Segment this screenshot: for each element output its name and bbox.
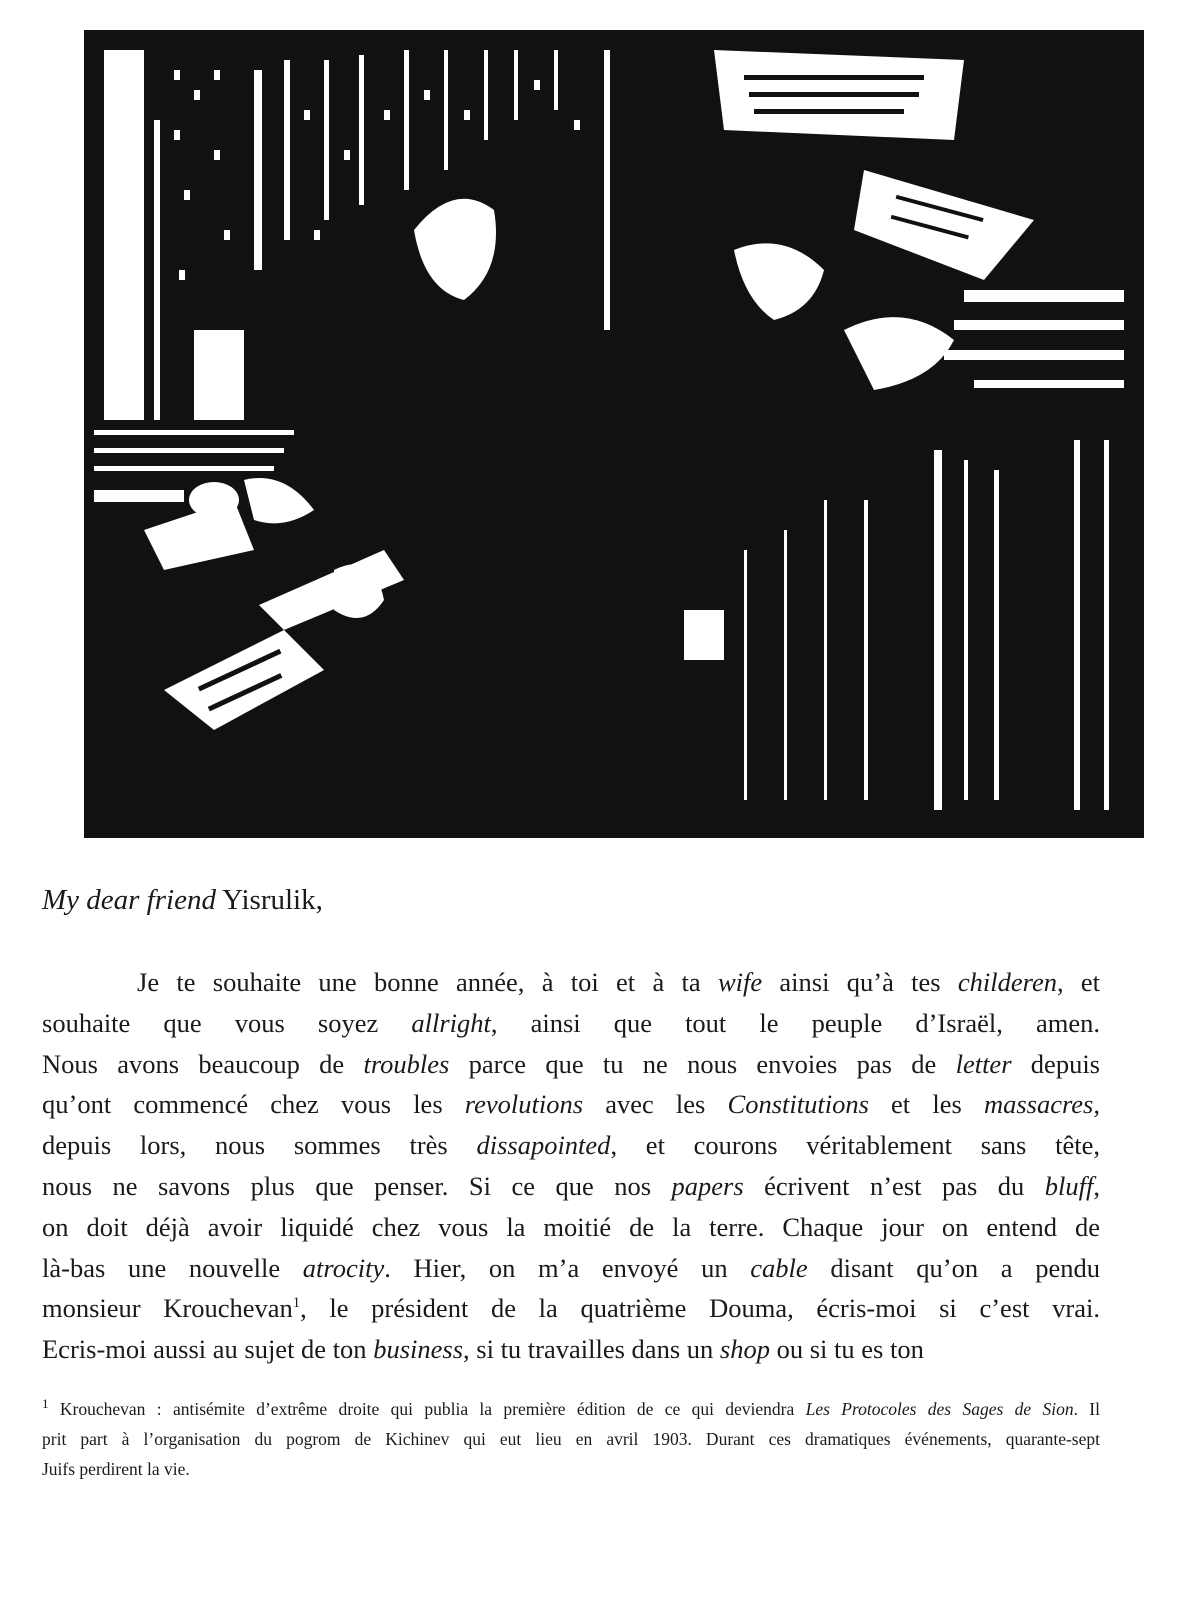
italic-word: massacres, [983, 1089, 1100, 1120]
letter-line: là-bas une nouvelle atrocity. Hier, on m’a envoyé un cable disant qu’on a pendu [42, 1252, 1100, 1283]
salutation-name: Yisrulik, [215, 884, 323, 916]
letter-line: on doit déjà avoir liquidé chez vous la moitié de la terre. Chaque jour on entend de [42, 1211, 1100, 1242]
woodcut-illustration [84, 30, 1144, 838]
footnote-marker: 1 [292, 1295, 301, 1312]
italic-word: cable [750, 1252, 808, 1283]
letter-line: depuis lors, nous sommes très dissapointed, et courons véritablement sans tête, [42, 1130, 1100, 1161]
letter-line: Je te souhaite une bonne année, à toi et à ta wife ainsi qu’à tes childeren, et [137, 967, 1100, 997]
letter-body [42, 880, 1100, 1370]
italic-word: dissapointed [476, 1130, 611, 1161]
italic-word: troubles [363, 1048, 450, 1079]
salutation-italic: My dear friend [42, 884, 216, 916]
letter-line: Ecris-moi aussi au sujet de ton business, si tu travailles dans un shop ou si tu es ton [42, 1334, 924, 1365]
footnote-line: prit part à l’organisation du pogrom de Kichinev qui eut lieu en avril 1903. Durant ces dramatiques événements, quarante-sept [42, 1429, 1100, 1449]
italic-word: bluff [1044, 1170, 1094, 1201]
italic-word: revolutions [464, 1089, 584, 1120]
italic-word: letter [955, 1048, 1012, 1079]
footnote-marker: 1 [42, 1396, 49, 1412]
letter-paragraph [42, 962, 1100, 1370]
italic-word: Constitutions [727, 1089, 869, 1120]
italic-word: childeren [957, 967, 1057, 997]
letter-line: qu’ont commencé chez vous les revolutions avec les Constitutions et les massacres, [42, 1089, 1100, 1120]
italic-word: wife [717, 967, 763, 997]
letter-line: monsieur Krouchevan$^1$, le président de la quatrième Douma, écris-moi si c’est vrai. [42, 1293, 1100, 1324]
footnote-line: Juifs perdirent la vie. [42, 1459, 190, 1479]
footnote [42, 1394, 1100, 1484]
italic-word: allright [411, 1007, 491, 1038]
italic-word: shop [719, 1334, 770, 1365]
footnote-line: $^1$ Krouchevan : antisémite d’extrême droite qui publia la première édition de ce qui deviendra Les Protocoles des Sages de Sion. Il [42, 1396, 1100, 1419]
salutation [42, 880, 1100, 920]
italic-word: business [373, 1334, 464, 1365]
letter-line: Nous avons beaucoup de troubles parce que tu ne nous envoies pas de letter depuis [42, 1048, 1100, 1079]
letter-line: souhaite que vous soyez allright, ainsi que tout le peuple d’Israël, amen. [42, 1007, 1100, 1038]
italic-word: papers [671, 1170, 744, 1201]
letter-line: nous ne savons plus que penser. Si ce que nos papers écrivent n’est pas du bluff, [42, 1170, 1100, 1201]
italic-word: atrocity [302, 1252, 385, 1283]
italic-word: Les Protocoles des Sages de Sion [805, 1399, 1074, 1419]
